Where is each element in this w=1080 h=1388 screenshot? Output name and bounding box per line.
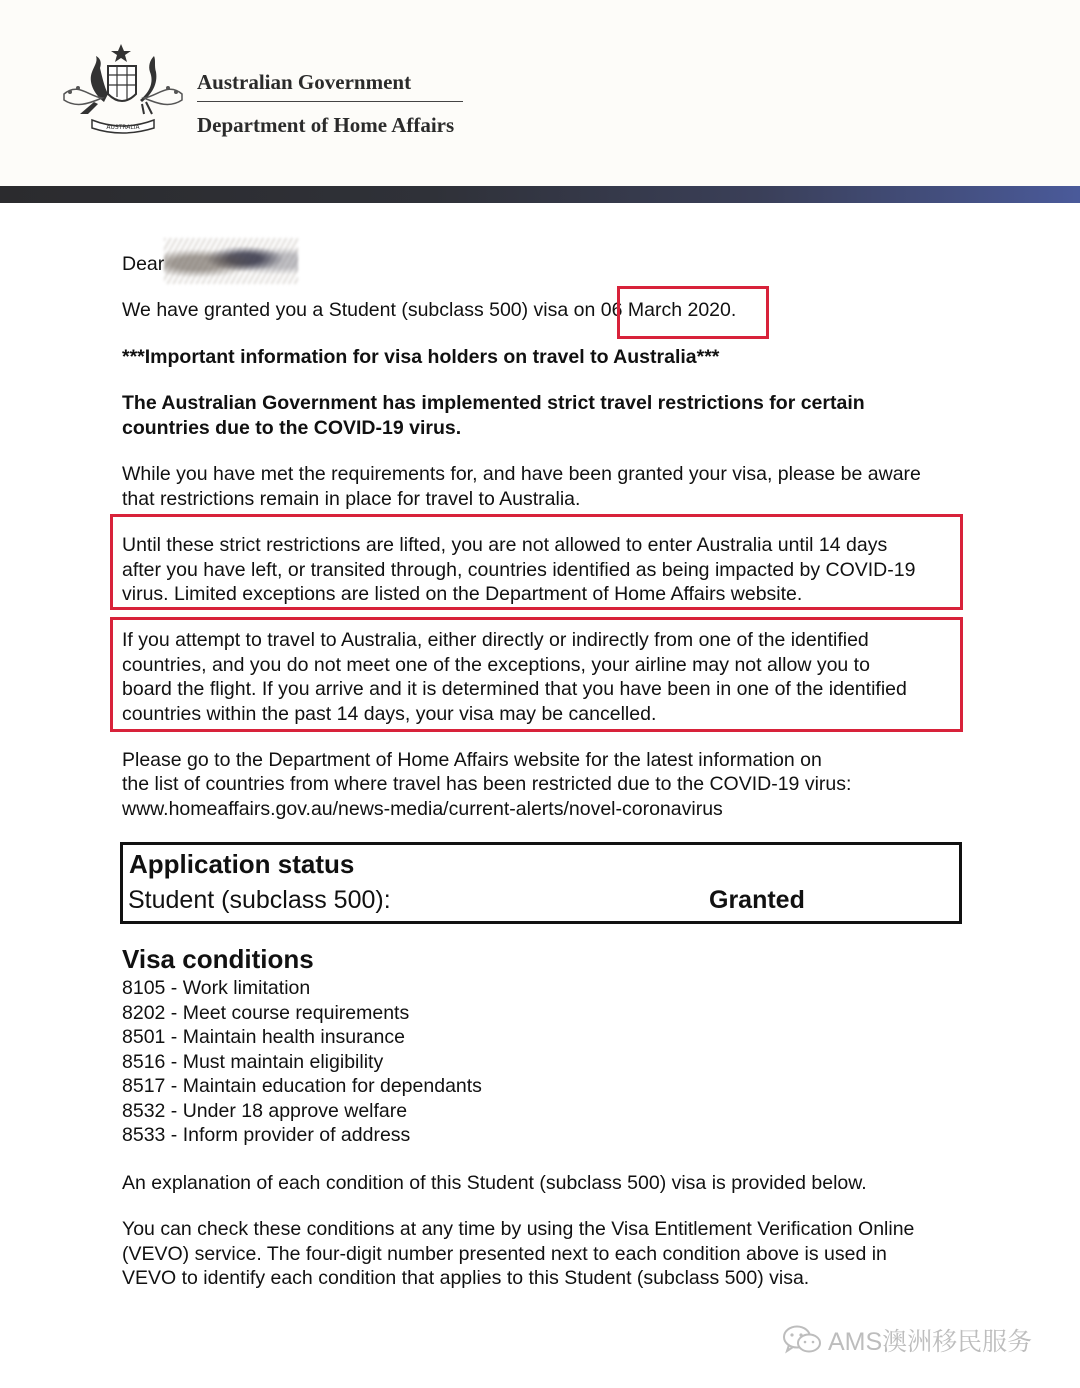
vevo-line-3: VEVO to identify each condition that applies to this Student (subclass 500) visa. xyxy=(122,1267,810,1289)
status-label: Student (subclass 500): xyxy=(128,886,391,914)
restriction-line-2: countries due to the COVID-19 virus. xyxy=(122,417,462,439)
status-value: Granted xyxy=(709,886,805,914)
aware-line-2: that restrictions remain in place for travel to Australia. xyxy=(122,488,581,510)
condition-item: 8202 - Meet course requirements xyxy=(122,1001,410,1024)
condition-item: 8517 - Maintain education for dependants xyxy=(122,1075,482,1097)
entry-line-2: after you have left, or transited through, countries identified as being impacted by COVID-19 xyxy=(122,559,916,581)
website-line-1: Please go to the Department of Home Affairs website for the latest information on xyxy=(122,749,822,771)
important-heading: ***Important information for visa holders on travel to Australia*** xyxy=(122,346,720,368)
application-status-box xyxy=(120,842,962,924)
restriction-line-1: The Australian Government has implemented strict travel restrictions for certain xyxy=(122,392,865,414)
date-highlight-box xyxy=(617,286,769,339)
condition-item: 8105 - Work limitation xyxy=(122,977,311,999)
travel-line-1: If you attempt to travel to Australia, either directly or indirectly from one of the identified xyxy=(122,629,869,651)
visa-conditions-title: Visa conditions xyxy=(122,944,314,974)
condition-item: 8532 - Under 18 approve welfare xyxy=(122,1099,408,1122)
grant-date: 06 March 2020. xyxy=(600,299,737,321)
grant-text: We have granted you a Student (subclass 500) visa on xyxy=(122,299,596,321)
entry-line-3: virus. Limited exceptions are listed on the Department of Home Affairs website. xyxy=(122,583,803,605)
redacted-name xyxy=(164,238,298,284)
department-name: Department of Home Affairs xyxy=(197,113,455,137)
conditions-list xyxy=(122,976,482,1148)
divider xyxy=(197,101,463,102)
government-name: Australian Government xyxy=(197,70,412,94)
letterhead xyxy=(0,0,1080,186)
condition-item: 8533 - Inform provider of address xyxy=(122,1124,411,1146)
travel-line-4: countries within the past 14 days, your visa may be cancelled. xyxy=(122,703,657,725)
coat-of-arms-icon xyxy=(58,42,188,140)
condition-item: 8516 - Must maintain eligibility xyxy=(122,1050,384,1073)
salutation: Dear xyxy=(122,253,165,275)
wechat-icon xyxy=(782,1324,822,1356)
vevo-line-2: (VEVO) service. The four-digit number presented next to each condition above is used in xyxy=(122,1243,887,1265)
travel-line-3: board the flight. If you arrive and it is determined that you have been in one of the identified xyxy=(122,678,907,700)
vevo-line-1: You can check these conditions at any time by using the Visa Entitlement Verification Online xyxy=(122,1218,915,1240)
entry-line-1: Until these strict restrictions are lifted, you are not allowed to enter Australia until 14 days xyxy=(122,534,888,556)
watermark xyxy=(782,1322,1032,1358)
website-link[interactable]: www.homeaffairs.gov.au/news-media/current-alerts/novel-coronavirus xyxy=(122,798,723,820)
header-band xyxy=(0,186,1080,203)
status-title: Application status xyxy=(129,849,355,879)
motto-text: AUSTRALIA xyxy=(106,124,140,131)
condition-item: 8501 - Maintain health insurance xyxy=(122,1026,405,1048)
explanation-text: An explanation of each condition of this Student (subclass 500) visa is provided below. xyxy=(122,1172,867,1194)
travel-line-2: countries, and you do not meet one of the exceptions, your airline may not allow you to xyxy=(122,654,870,676)
watermark-text: AMS澳洲移民服务 xyxy=(828,1328,1033,1356)
website-line-2: the list of countries from where travel has been restricted due to the COVID-19 virus: xyxy=(122,773,852,795)
aware-line-1: While you have met the requirements for, and have been granted your visa, please be aware xyxy=(122,463,921,485)
